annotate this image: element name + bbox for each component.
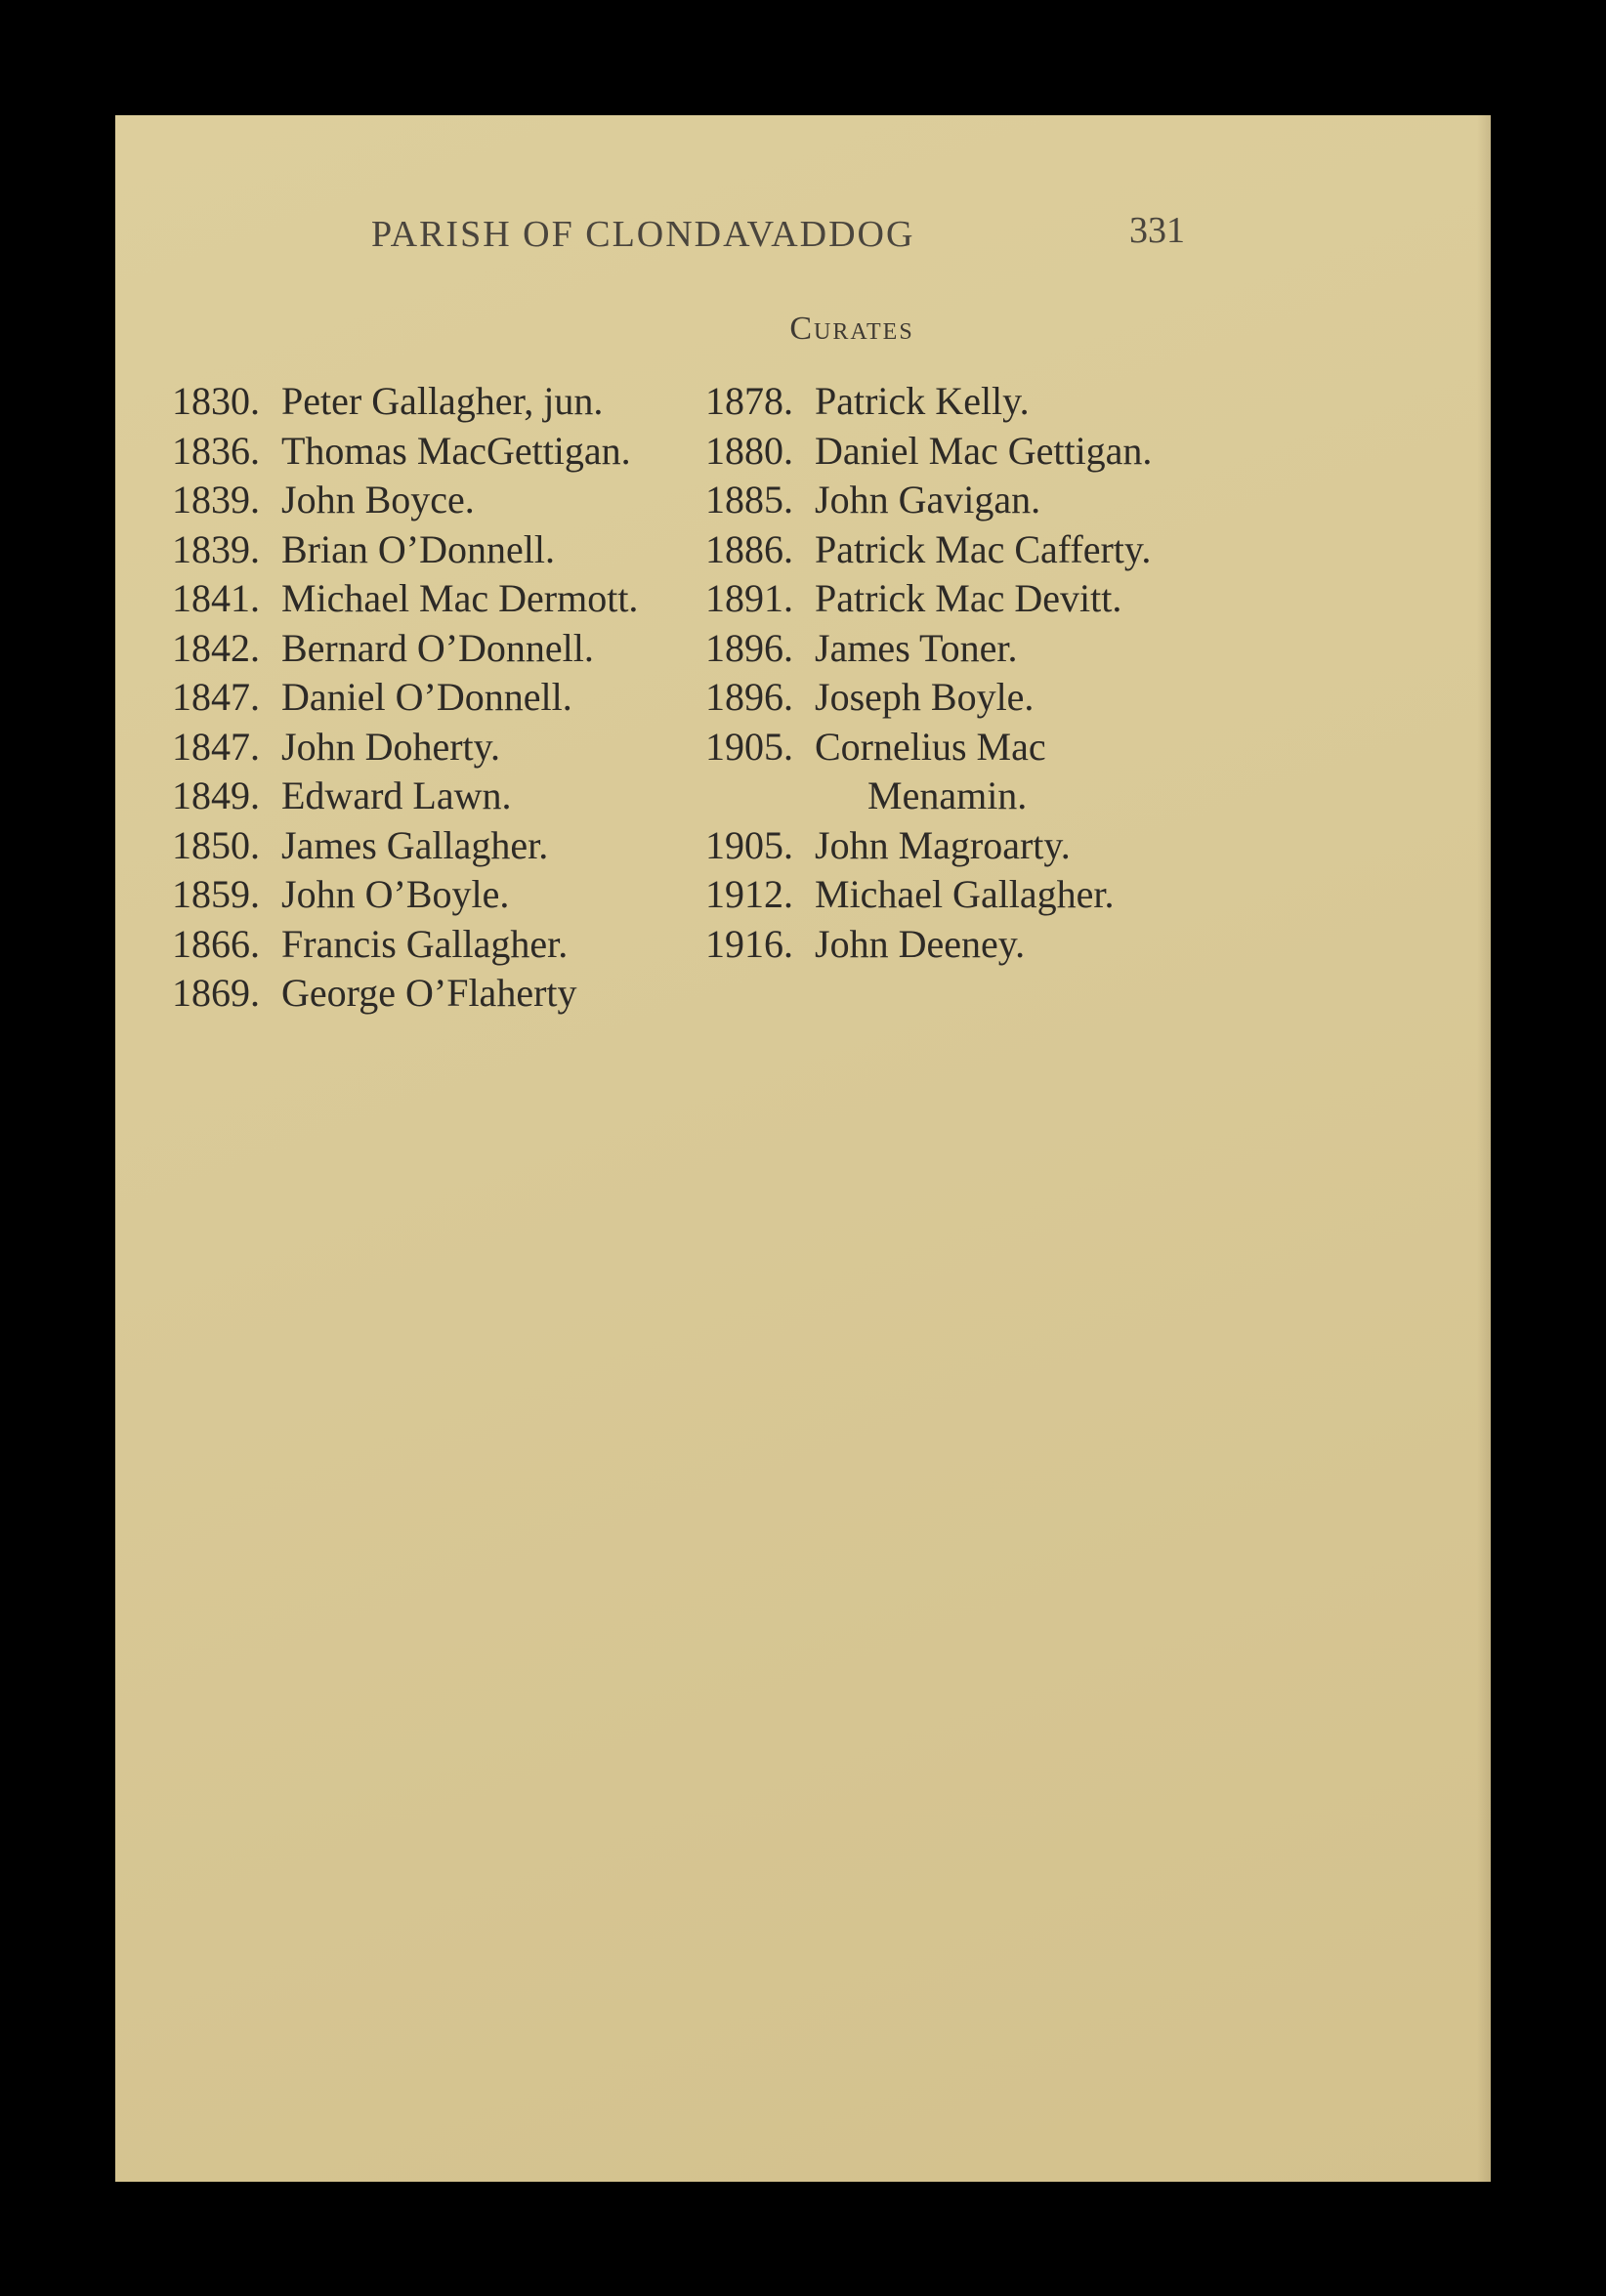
entry-year: 1912. (705, 872, 793, 916)
list-item (172, 574, 699, 624)
entry-name: Francis Gallagher. (281, 921, 569, 966)
entry-name: Cornelius Mac (815, 724, 1046, 769)
entry-year: 1830. (172, 379, 260, 423)
entry-year: 1841. (172, 576, 260, 620)
entry-name: Patrick Mac Devitt. (815, 576, 1122, 620)
entry-name: Joseph Boyle. (815, 675, 1035, 719)
entry-year: 1916. (705, 921, 793, 966)
entry-name: Michael Gallagher. (815, 872, 1115, 916)
entry-year: 1885. (705, 478, 793, 522)
entry-year: 1878. (705, 379, 793, 423)
entry-year: 1886. (705, 526, 793, 571)
running-head (115, 210, 1491, 271)
entry-year: 1847. (172, 675, 260, 719)
entry-year: 1891. (705, 576, 793, 620)
list-item (705, 920, 1252, 970)
entry-year: 1850. (172, 822, 260, 867)
list-item (705, 821, 1252, 871)
entry-name: Patrick Kelly. (815, 379, 1030, 423)
right-column-list (705, 377, 1252, 969)
entry-year: 1847. (172, 724, 260, 769)
list-item (705, 870, 1252, 920)
entry-name: Menamin. (867, 773, 1028, 817)
list-item (705, 377, 1252, 427)
entry-year: 1839. (172, 478, 260, 522)
list-item (172, 821, 699, 871)
entry-year: 1859. (172, 872, 260, 916)
running-head-title: PARISH OF CLONDAVADDOG (371, 214, 915, 255)
entry-year: 1839. (172, 526, 260, 571)
entry-year: 1905. (705, 822, 793, 867)
entry-name: Michael Mac Dermott. (281, 576, 639, 620)
entry-year: 1896. (705, 625, 793, 670)
entry-name: Edward Lawn. (281, 773, 512, 817)
list-item (705, 525, 1252, 575)
list-item (172, 969, 699, 1019)
entry-name: Patrick Mac Cafferty. (815, 526, 1152, 571)
list-item (172, 525, 699, 575)
list-item (705, 574, 1252, 624)
list-item (172, 377, 699, 427)
entry-year: 1869. (172, 971, 260, 1015)
list-item (172, 427, 699, 477)
entry-name: Daniel O’Donnell. (281, 675, 572, 719)
entry-name: John Deeney. (815, 921, 1026, 966)
entry-name: James Gallagher. (281, 822, 549, 867)
list-item-continuation (705, 772, 1252, 821)
list-item (172, 673, 699, 723)
list-item (172, 624, 699, 674)
page-number: 331 (1129, 210, 1185, 251)
book-page (115, 115, 1491, 2182)
entry-name: Thomas MacGettigan. (281, 428, 631, 473)
list-item (705, 427, 1252, 477)
entry-name: George O’Flaherty (281, 971, 577, 1015)
list-item (172, 920, 699, 970)
list-item (705, 673, 1252, 723)
list-item (172, 870, 699, 920)
list-item (705, 624, 1252, 674)
entry-name: James Toner. (815, 625, 1018, 670)
list-item (705, 723, 1252, 772)
entry-year: 1880. (705, 428, 793, 473)
list-item (705, 476, 1252, 525)
entry-year: 1866. (172, 921, 260, 966)
entry-name: John Magroarty. (815, 822, 1071, 867)
entry-year: 1905. (705, 724, 793, 769)
list-item (172, 476, 699, 525)
entry-year: 1849. (172, 773, 260, 817)
entry-name: Brian O’Donnell. (281, 526, 555, 571)
entry-year: 1896. (705, 675, 793, 719)
entry-name: Bernard O’Donnell. (281, 625, 594, 670)
entry-name: John Gavigan. (815, 478, 1041, 522)
section-heading: Curates (789, 311, 914, 347)
entry-name: Peter Gallagher, jun. (281, 379, 604, 423)
entry-name: John Boyce. (281, 478, 475, 522)
entry-year: 1842. (172, 625, 260, 670)
entry-name: Daniel Mac Gettigan. (815, 428, 1153, 473)
list-item (172, 772, 699, 821)
entry-year: 1836. (172, 428, 260, 473)
left-column-list (172, 377, 699, 1019)
list-item (172, 723, 699, 772)
entry-name: John O’Boyle. (281, 872, 510, 916)
entry-name: John Doherty. (281, 724, 501, 769)
